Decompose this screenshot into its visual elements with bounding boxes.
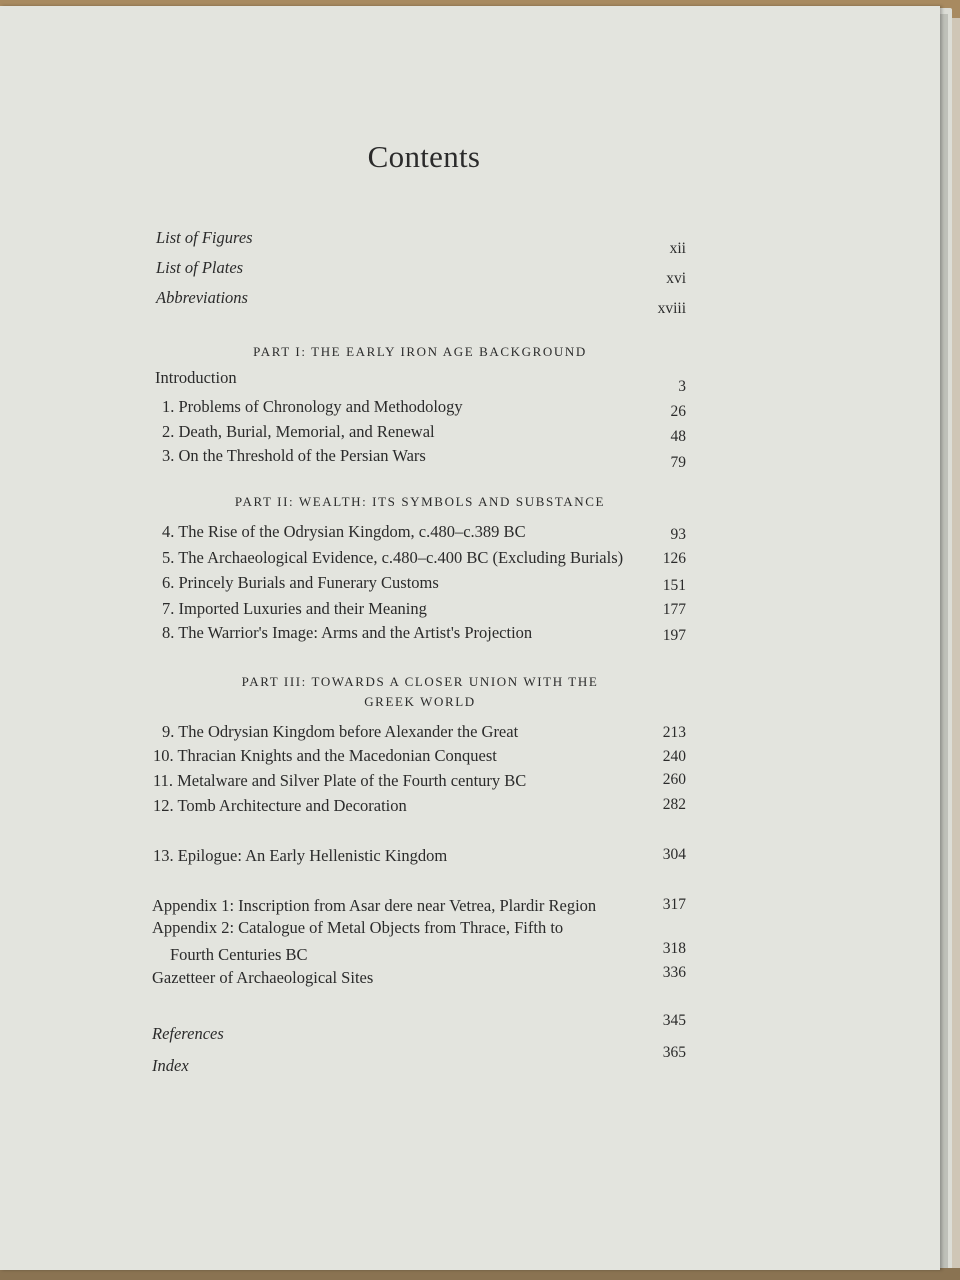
entry-label: 11. Metalware and Silver Plate of the Fourth century BC [153, 771, 527, 790]
toc-entry[interactable] [0, 623, 940, 649]
entry-page: xii [669, 240, 686, 257]
page-stack-edge [940, 14, 948, 1268]
part-heading: PART II: WEALTH: ITS SYMBOLS AND SUBSTANCE [234, 494, 606, 509]
entry-page: 240 [662, 748, 686, 765]
entry-page: 336 [662, 964, 686, 981]
entry-page: 26 [670, 403, 686, 420]
entry-label: 6. Princely Burials and Funerary Customs [162, 573, 439, 592]
toc-entry[interactable] [0, 446, 940, 472]
entry-page: 282 [662, 796, 686, 813]
entry-label: 2. Death, Burial, Memorial, and Renewal [162, 422, 435, 441]
entry-label: Introduction [155, 368, 237, 387]
entry-page: xviii [657, 300, 686, 317]
entry-label: 1. Problems of Chronology and Methodology [162, 397, 463, 416]
entry-page: 48 [670, 428, 686, 445]
part-heading-line-1: PART III: TOWARDS A CLOSER UNION WITH THE [241, 674, 599, 689]
entry-label: List of Plates [156, 258, 244, 277]
entry-page: 213 [662, 724, 686, 741]
toc-entry-index[interactable] [0, 1044, 940, 1082]
toc-entry[interactable] [0, 573, 940, 599]
entry-label: 3. On the Threshold of the Persian Wars [162, 446, 426, 465]
toc-entry[interactable] [0, 796, 940, 822]
entry-label: 10. Thracian Knights and the Macedonian Conquest [153, 746, 497, 765]
toc-entry[interactable] [0, 422, 940, 448]
toc-entry[interactable] [0, 722, 940, 748]
entry-page: 151 [662, 577, 686, 594]
toc-entry[interactable] [0, 368, 940, 394]
toc-entry-abbreviations[interactable] [0, 288, 940, 317]
entry-page: 345 [662, 1012, 686, 1029]
entry-label: Index [152, 1056, 189, 1075]
toc-entry-gazetteer[interactable] [0, 964, 940, 994]
entry-page: 318 [662, 940, 686, 957]
entry-label: 12. Tomb Architecture and Decoration [153, 796, 407, 815]
part-heading [150, 672, 690, 712]
toc-entry-list-of-plates[interactable] [0, 258, 940, 287]
toc-entry[interactable] [0, 771, 940, 797]
part-heading: PART I: THE EARLY IRON AGE BACKGROUND [253, 344, 587, 359]
toc-entry[interactable] [0, 397, 940, 423]
entry-label: List of Figures [156, 228, 253, 247]
toc-entry[interactable] [0, 522, 940, 548]
entry-label: References [152, 1024, 224, 1043]
entry-page: 304 [662, 846, 686, 863]
toc-entry[interactable] [0, 746, 940, 772]
entry-page: 197 [662, 627, 686, 644]
toc-entry-list-of-figures[interactable] [0, 228, 940, 257]
entry-page: 126 [662, 550, 686, 567]
entry-label: Appendix 2: Catalogue of Metal Objects from Thrace, Fifth to [152, 918, 564, 937]
entry-label: 9. The Odrysian Kingdom before Alexander the Great [162, 722, 519, 741]
entry-label: Gazetteer of Archaeological Sites [152, 968, 374, 987]
entry-page: 365 [662, 1044, 686, 1061]
entry-label: 13. Epilogue: An Early Hellenistic Kingdom [153, 846, 448, 865]
toc-entry[interactable] [0, 548, 940, 574]
entry-label: 8. The Warrior's Image: Arms and the Artist's Projection [162, 623, 533, 642]
entry-label: Appendix 1: Inscription from Asar dere near Vetrea, Plardir Region [152, 896, 597, 915]
book-page [0, 6, 940, 1270]
toc-entry-epilogue[interactable] [0, 846, 940, 872]
toc-entry[interactable] [0, 599, 940, 625]
entry-page: 3 [678, 378, 686, 395]
page-title: Contents [367, 139, 481, 174]
entry-label: 4. The Rise of the Odrysian Kingdom, c.480–c.389 BC [162, 522, 526, 541]
entry-label: Abbreviations [156, 288, 248, 307]
toc-entry-appendix-2[interactable] [0, 918, 940, 968]
entry-label: 5. The Archaeological Evidence, c.480–c.400 BC (Excluding Burials) [162, 548, 624, 567]
entry-page: 79 [670, 454, 686, 471]
entry-page: 317 [662, 896, 686, 913]
entry-page: 93 [670, 526, 686, 543]
entry-page: xvi [666, 270, 686, 287]
entry-page: 260 [662, 771, 686, 788]
toc-entry-references[interactable] [0, 1012, 940, 1050]
part-heading-line-2: GREEK WORLD [364, 694, 476, 709]
entry-page: 177 [662, 601, 686, 618]
entry-label-continued: Fourth Centuries BC [170, 945, 308, 964]
entry-label: 7. Imported Luxuries and their Meaning [162, 599, 427, 618]
